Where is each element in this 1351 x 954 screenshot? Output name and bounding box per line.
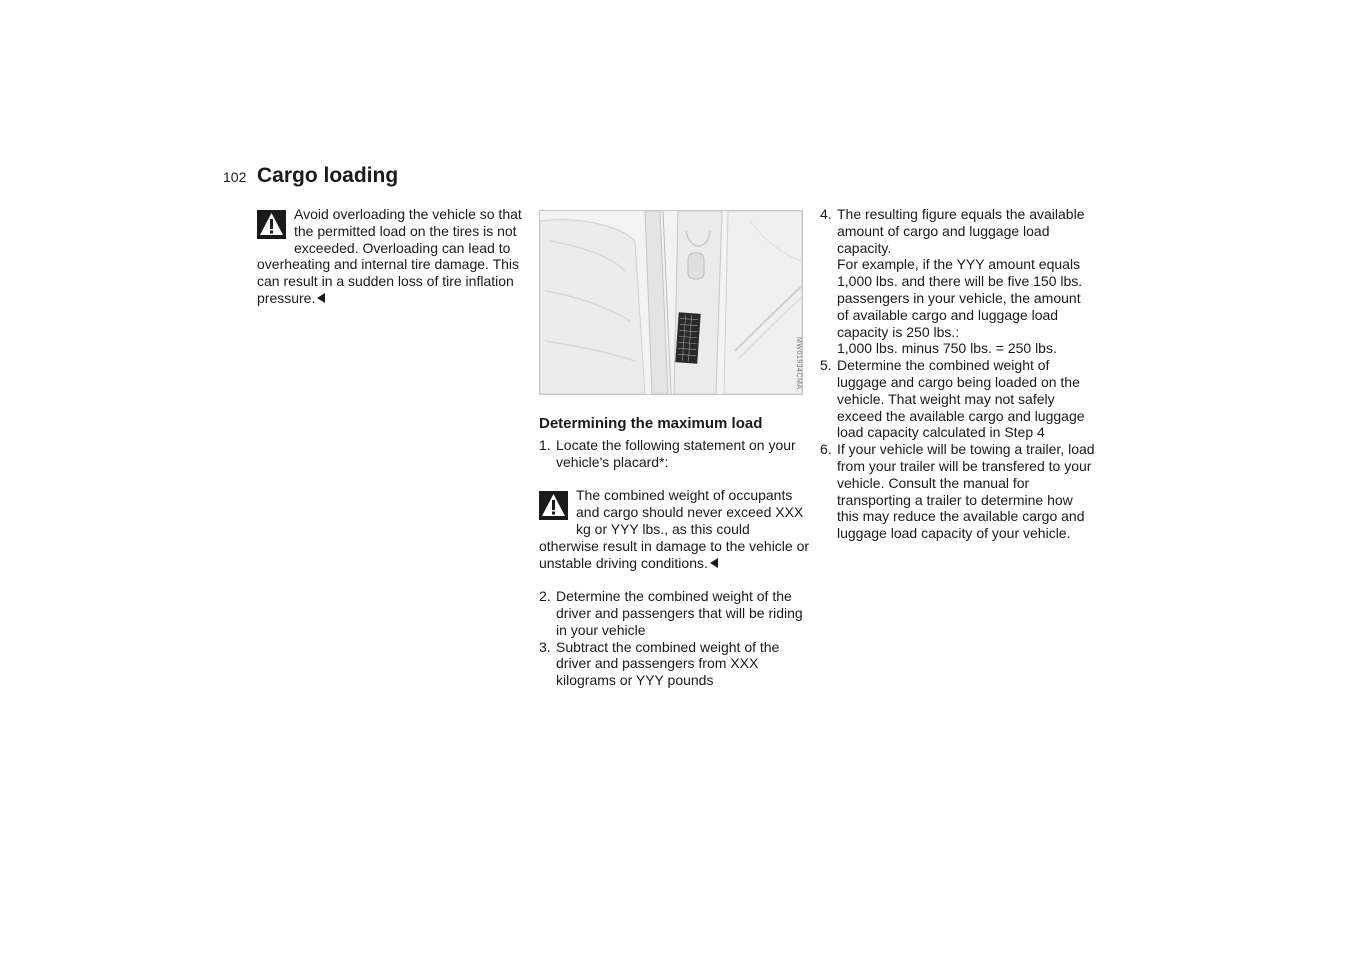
- steps-list-part3: [820, 206, 1095, 542]
- step-number: 4.: [820, 206, 832, 222]
- step-number: 5.: [820, 357, 832, 374]
- column-left: [257, 206, 529, 307]
- page-title: Cargo loading: [257, 164, 399, 187]
- warning-triangle-icon: [257, 210, 286, 239]
- page-number: 102: [223, 169, 247, 185]
- list-item: [820, 206, 1095, 357]
- list-item: [539, 588, 811, 638]
- tire-placard-figure: [539, 210, 803, 395]
- step-calculation: 1,000 lbs. minus 750 lbs. = 250 lbs.: [837, 340, 1057, 357]
- step-text: Locate the following statement on your vehicle's placard*:: [556, 437, 796, 470]
- steps-list-part2: [539, 588, 811, 689]
- column-right: [820, 206, 1095, 542]
- list-item: [820, 357, 1095, 441]
- step-text: If your vehicle will be towing a trailer, load from your trailer will be transfered to your vehicle. Consult the manual for transporting a trailer to determine how this may reduce the available cargo and luggage load capacity of your vehicle.: [837, 441, 1095, 542]
- step-text: The resulting figure equals the available amount of cargo and luggage load capacity.: [837, 206, 1085, 256]
- list-item: [539, 639, 811, 689]
- step-number: 2.: [539, 588, 551, 605]
- tire-placard-door-pillar-illustration: [540, 211, 802, 394]
- step-number: 6.: [820, 441, 832, 458]
- warning-triangle-icon: [539, 491, 568, 520]
- list-item: [539, 437, 811, 471]
- step-number: 1.: [539, 437, 551, 453]
- warning-placard-text: The combined weight of occupants and cargo should never exceed XXX kg or YYY lbs., as this could otherwise result in damage to the vehicle or unstable driving conditions.: [539, 487, 810, 571]
- step-text: Subtract the combined weight of the driver and passengers from XXX kilograms or YYY pounds: [556, 638, 780, 689]
- step-example: For example, if the YYY amount equals 1,000 lbs. and there will be five 150 lbs. passengers in your vehicle, the amount of available cargo and luggage load capacity is 250 lbs.:: [837, 256, 1083, 340]
- list-item: [820, 441, 1095, 542]
- step-text: Determine the combined weight of luggage and cargo being loaded on the vehicle. That weight may not safely exceed the available cargo and luggage load capacity calculated in Step 4: [837, 357, 1085, 441]
- warning-placard: [539, 487, 811, 571]
- section-heading: Determining the maximum load: [539, 415, 763, 432]
- warning-overloading: [257, 206, 529, 307]
- end-of-section-icon: [710, 558, 718, 568]
- column-middle: [539, 210, 811, 689]
- steps-list-part1: [539, 437, 811, 471]
- end-of-section-icon: [317, 293, 325, 303]
- warning-overloading-text: Avoid overloading the vehicle so that the permitted load on the tires is not exceeded. Overloading can lead to overheating and internal tire damage. This can result in a sudden loss of tire inflation pressure.: [257, 206, 522, 306]
- step-text: Determine the combined weight of the driver and passengers that will be riding in your vehicle: [556, 588, 803, 638]
- figure-code: MW01934CMA: [795, 337, 802, 390]
- step-number: 3.: [539, 638, 551, 655]
